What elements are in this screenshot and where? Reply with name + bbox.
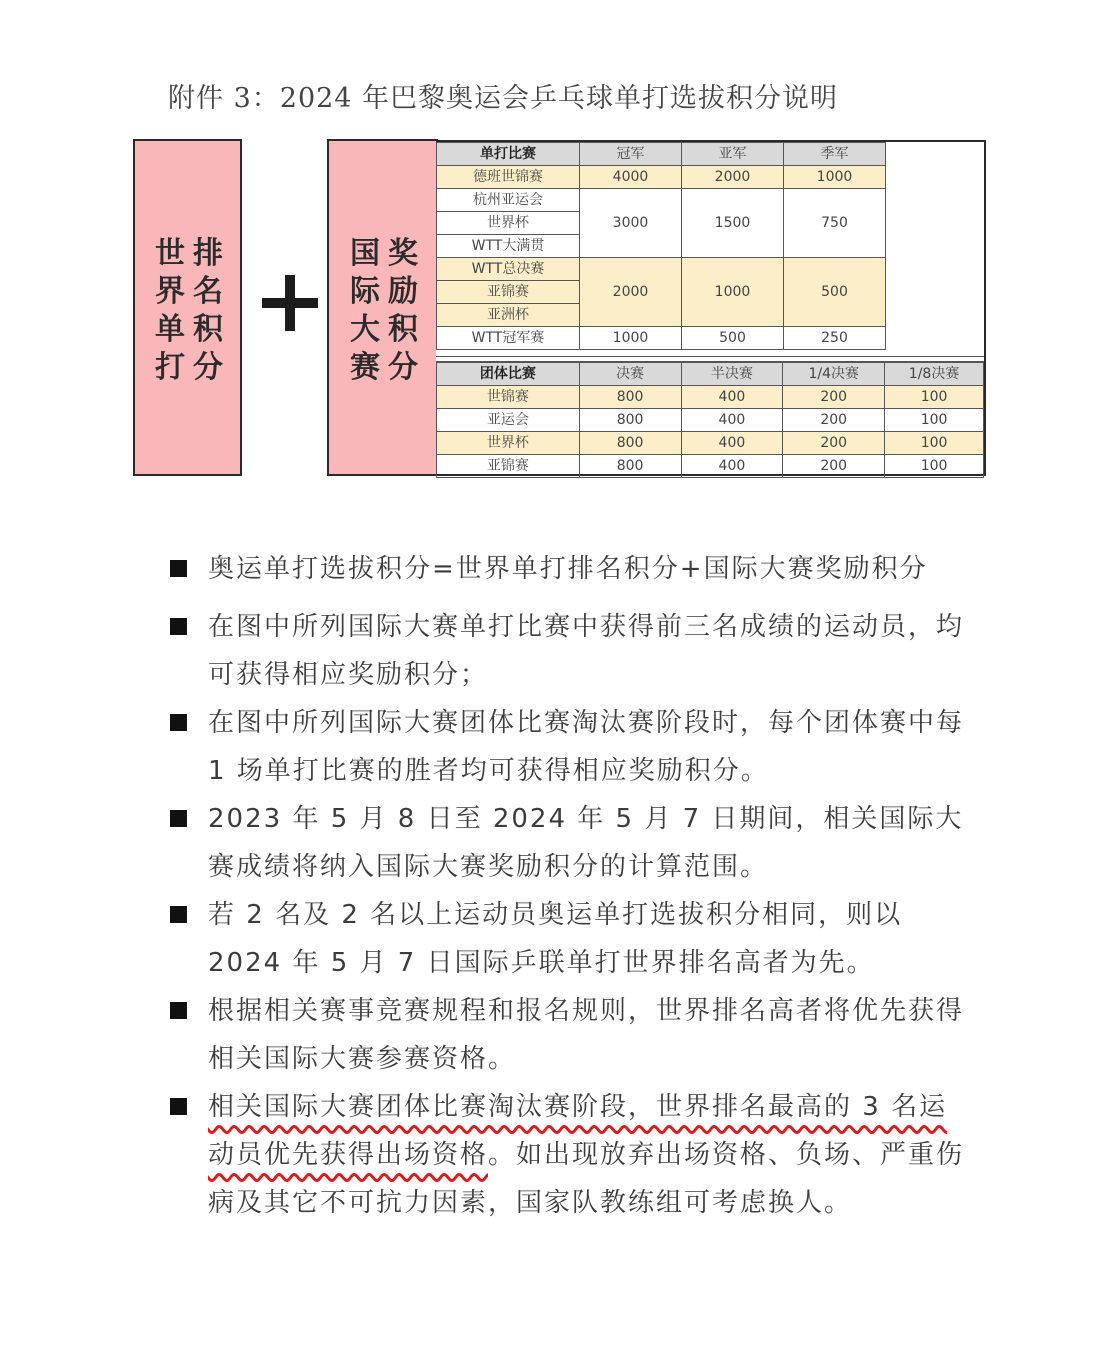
table-cell: 世界杯 <box>437 212 580 235</box>
list-item <box>168 891 968 987</box>
bullet-square-icon <box>170 1098 187 1115</box>
table-cell: 100 <box>885 455 984 478</box>
table-cell: WTT大满贯 <box>437 235 580 258</box>
page-title: 附件 3：2024 年巴黎奥运会乒乓球单打选拔积分说明 <box>168 83 839 114</box>
list-item-text: 若 2 名及 2 名以上运动员奥运单打选拔积分相同，则以 2024 年 5 月 7 日国际乒联单打世界排名高者为先。 <box>208 900 903 978</box>
table-cell: 200 <box>783 386 885 409</box>
box-char: 积 <box>193 312 223 347</box>
list-item-text: 。如出现放弃出场资格、负场、严重伤病及其它不可抗力因素，国家队教练组可考虑换人。 <box>208 1140 965 1218</box>
table-cell: 4000 <box>580 166 682 189</box>
box-char: 排 <box>193 236 223 271</box>
table-header: 1/4决赛 <box>783 363 885 386</box>
table-cell: 1500 <box>682 189 784 258</box>
table-row <box>437 327 886 350</box>
table-header: 半决赛 <box>681 363 783 386</box>
table-row <box>437 432 984 455</box>
list-item-text: 2023 年 5 月 8 日至 2024 年 5 月 7 日期间，相关国际大赛成绩将纳入国际大赛奖励积分的计算范围。 <box>208 804 964 882</box>
list-item <box>168 987 968 1083</box>
singles-table <box>436 142 886 350</box>
table-cell: 200 <box>783 409 885 432</box>
table-cell: 1000 <box>784 166 886 189</box>
box-char: 大 <box>350 312 380 347</box>
table-cell: 200 <box>783 455 885 478</box>
box-char: 赛 <box>350 350 380 385</box>
table-cell: 500 <box>784 258 886 327</box>
highlighted-text: 相关国际大赛团体比赛淘汰赛阶段，世界排名最高的 3 名运动员优先获得出场资格 <box>208 1092 948 1170</box>
table-cell: 200 <box>783 432 885 455</box>
table-cell: 亚锦赛 <box>437 455 580 478</box>
box-char: 名 <box>193 274 223 309</box>
table-cell: 800 <box>579 455 681 478</box>
table-header: 1/8决赛 <box>885 363 984 386</box>
list-item <box>168 699 968 795</box>
world-ranking-points-box <box>133 139 242 476</box>
table-cell: 世锦赛 <box>437 386 580 409</box>
table-cell: 100 <box>885 409 984 432</box>
list-item-text: 在图中所列国际大赛单打比赛中获得前三名成绩的运动员，均可获得相应奖励积分； <box>208 612 965 690</box>
table-cell: 3000 <box>580 189 682 258</box>
box-char: 积 <box>388 312 418 347</box>
table-cell: 100 <box>885 386 984 409</box>
team-table <box>436 362 984 478</box>
table-row <box>437 166 886 189</box>
table-cell: WTT总决赛 <box>437 258 580 281</box>
bullet-square-icon <box>170 618 187 635</box>
table-cell: 250 <box>784 327 886 350</box>
table-cell: 1000 <box>580 327 682 350</box>
table-row <box>437 258 886 281</box>
bullet-square-icon <box>170 810 187 827</box>
table-row <box>437 386 984 409</box>
table-header: 亚军 <box>682 143 784 166</box>
table-cell: 亚锦赛 <box>437 281 580 304</box>
table-cell: 800 <box>579 432 681 455</box>
table-row <box>437 189 886 212</box>
table-cell: 750 <box>784 189 886 258</box>
list-item-text: 在图中所列国际大赛团体比赛淘汰赛阶段时，每个团体赛中每 1 场单打比赛的胜者均可获得相应奖励积分。 <box>208 708 965 786</box>
international-event-points-box <box>327 139 438 476</box>
table-cell: WTT冠军赛 <box>437 327 580 350</box>
table-cell: 亚运会 <box>437 409 580 432</box>
box-char: 奖 <box>388 236 418 271</box>
table-header: 冠军 <box>580 143 682 166</box>
table-cell: 800 <box>579 386 681 409</box>
box-char: 界 <box>155 274 185 309</box>
bullet-square-icon <box>170 714 187 731</box>
table-cell: 500 <box>682 327 784 350</box>
table-cell: 杭州亚运会 <box>437 189 580 212</box>
box-char: 打 <box>155 350 185 385</box>
list-item-text: 根据相关赛事竞赛规程和报名规则，世界排名高者将优先获得相关国际大赛参赛资格。 <box>208 996 965 1074</box>
table-cell: 100 <box>885 432 984 455</box>
table-header: 季军 <box>784 143 886 166</box>
table-cell: 亚洲杯 <box>437 304 580 327</box>
bullet-square-icon <box>170 560 187 577</box>
box-char: 单 <box>155 312 185 347</box>
table-cell: 德班世锦赛 <box>437 166 580 189</box>
list-item <box>168 1083 968 1227</box>
box-char: 励 <box>388 274 418 309</box>
table-row <box>437 455 984 478</box>
rules-list <box>168 545 968 1227</box>
list-item <box>168 603 968 699</box>
table-header: 决赛 <box>579 363 681 386</box>
table-cell: 400 <box>681 409 783 432</box>
table-cell: 2000 <box>682 166 784 189</box>
box-char: 分 <box>193 350 223 385</box>
points-table <box>436 140 986 476</box>
box-char: 世 <box>155 236 185 271</box>
table-cell: 世界杯 <box>437 432 580 455</box>
table-header: 单打比赛 <box>437 143 580 166</box>
table-cell: 400 <box>681 432 783 455</box>
list-item-text: 奥运单打选拔积分=世界单打排名积分+国际大赛奖励积分 <box>208 554 928 584</box>
table-cell: 2000 <box>580 258 682 327</box>
plus-icon <box>262 275 318 331</box>
bullet-square-icon <box>170 906 187 923</box>
list-item <box>168 545 968 593</box>
table-row <box>437 409 984 432</box>
table-cell: 1000 <box>682 258 784 327</box>
table-cell: 400 <box>681 455 783 478</box>
box-char: 国 <box>350 236 380 271</box>
box-char: 际 <box>350 274 380 309</box>
table-cell: 400 <box>681 386 783 409</box>
bullet-square-icon <box>170 1002 187 1019</box>
table-cell: 800 <box>579 409 681 432</box>
table-header: 团体比赛 <box>437 363 580 386</box>
box-char: 分 <box>388 350 418 385</box>
list-item <box>168 795 968 891</box>
